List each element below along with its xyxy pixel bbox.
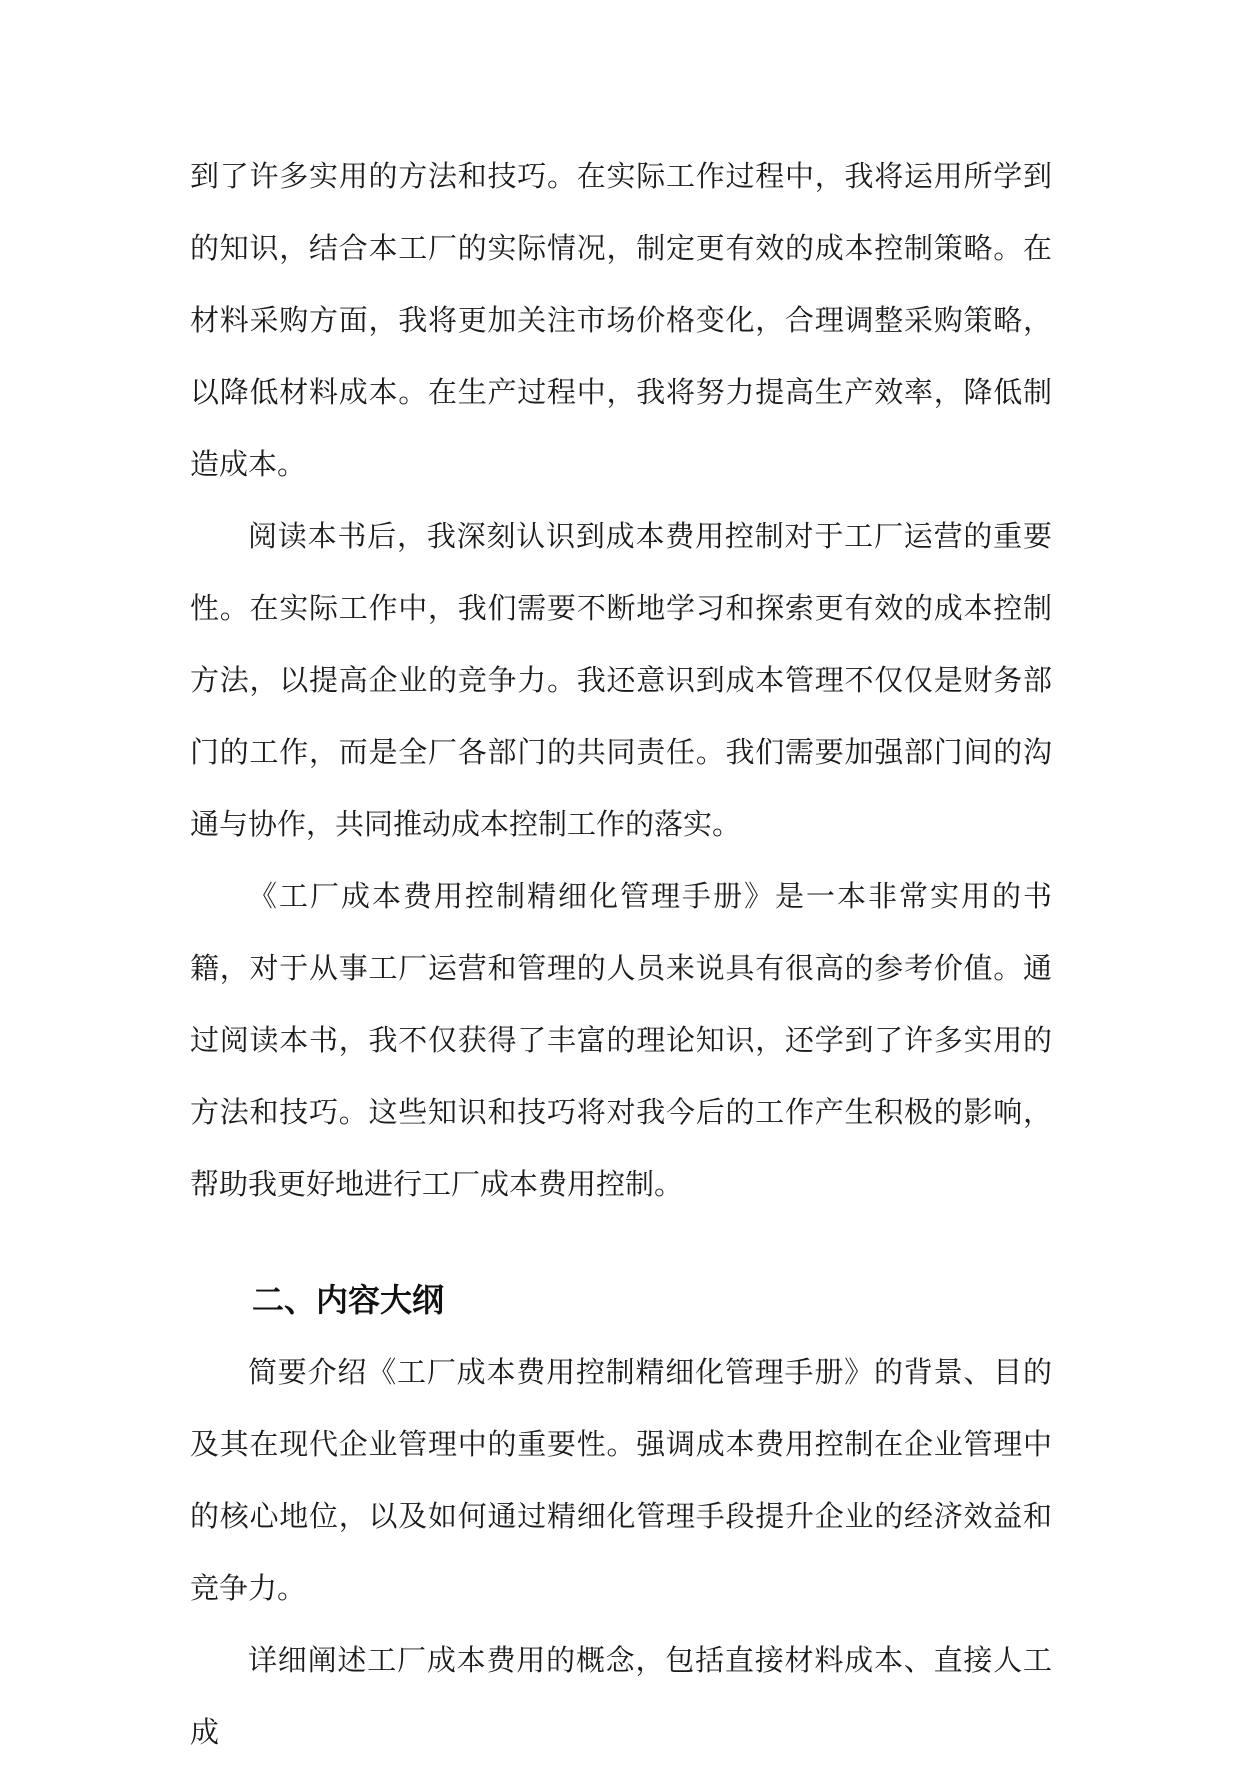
section-heading: 二、内容大纲 [252,1281,445,1319]
body-paragraph: 详细阐述工厂成本费用的概念，包括直接材料成本、直接人工成 [190,1643,1052,1749]
body-paragraph: 阅读本书后，我深刻认识到成本费用控制对于工厂运营的重要性。在实际工作中，我们需要不断地学习和探索更有效的成本控制方法，以提高企业的竞争力。我还意识到成本管理不仅仅是财务部门的工作，而是全厂各部门的共同责任。我们需要加强部门间的沟通与协作，共同推动成本控制工作的落实。 [190,519,1052,841]
body-paragraph: 《工厂成本费用控制精细化管理手册》是一本非常实用的书籍，对于从事工厂运营和管理的人员来说具有很高的参考价值。通过阅读本书，我不仅获得了丰富的理论知识，还学到了许多实用的方法和技巧。这些知识和技巧将对我今后的工作产生积极的影响，帮助我更好地进行工厂成本费用控制。 [190,879,1052,1201]
document-body [190,140,1052,1768]
continuation-paragraph: 到了许多实用的方法和技巧。在实际工作过程中，我将运用所学到的知识，结合本工厂的实际情况，制定更有效的成本控制策略。在材料采购方面，我将更加关注市场价格变化，合理调整采购策略，以降低材料成本。在生产过程中，我将努力提高生产效率，降低制造成本。 [190,159,1052,481]
body-paragraph: 简要介绍《工厂成本费用控制精细化管理手册》的背景、目的及其在现代企业管理中的重要性。强调成本费用控制在企业管理中的核心地位，以及如何通过精细化管理手段提升企业的经济效益和竞争力。 [190,1355,1052,1605]
